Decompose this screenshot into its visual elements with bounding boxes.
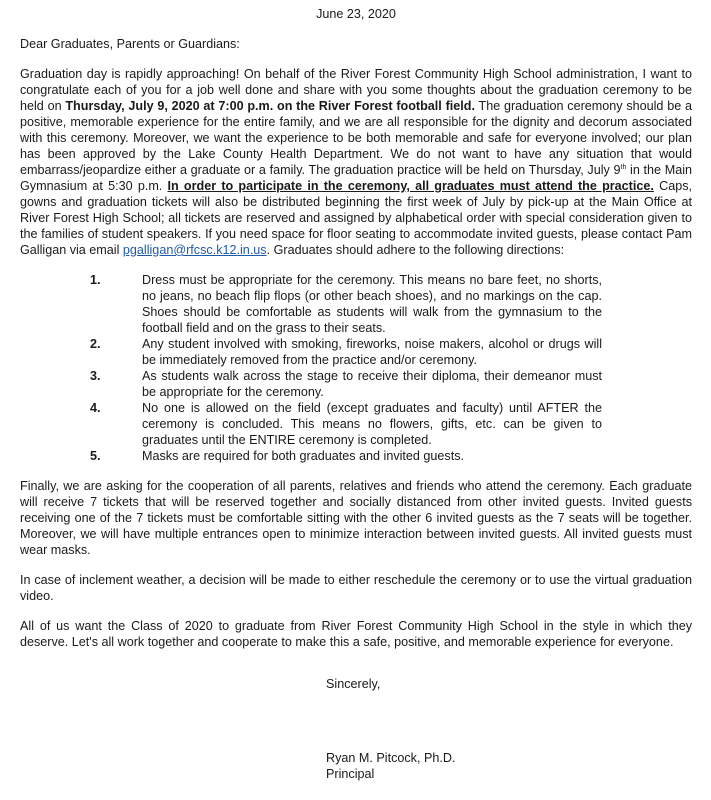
ceremony-date-bold: Thursday, July 9, 2020 at 7:00 p.m. on the River Forest football field.	[65, 99, 475, 113]
ordinal-superscript: th	[620, 163, 627, 171]
intro-paragraph	[20, 66, 692, 258]
direction-number: 2.	[90, 337, 101, 351]
direction-text: No one is allowed on the field (except graduates and faculty) until AFTER the ceremony is concluded. This means no flowers, gifts, etc. can be given to graduates until the ENTIRE ceremony is completed.	[142, 401, 602, 447]
direction-item	[20, 272, 692, 336]
signer-title: Principal	[326, 767, 375, 781]
direction-text: Masks are required for both graduates and invited guests.	[142, 449, 465, 463]
salutation: Dear Graduates, Parents or Guardians:	[20, 37, 240, 51]
practice-requirement-underlined: In order to participate in the ceremony, all graduates must attend the practice.	[167, 179, 654, 193]
direction-text: As students walk across the stage to receive their diploma, their demeanor must be appropriate for the ceremony.	[142, 369, 602, 399]
closing-paragraph: All of us want the Class of 2020 to graduate from River Forest Community High School in the style in which they deserve. Let's all work together and cooperate to make this a safe, positive, and memorable experience for everyone.	[20, 619, 692, 649]
intro-text-1: Graduation day is rapidly approaching! On behalf of the River Forest Community High School administration, I want to congratulate each of you for a job well done and share with you some thoughts about the graduation ceremony to be held on	[20, 67, 692, 113]
cooperation-paragraph: Finally, we are asking for the cooperation of all parents, relatives and friends who attend the ceremony. Each graduate will receive 7 tickets that will be reserved together and socially distanced from other invited guests. Invited guests receiving one of the 7 tickets must be comfortable sitting with the other 6 invited guests as the 7 seats will be together. Moreover, we will have multiple entrances open to minimize interaction between invited guests. All invited guests must wear masks.	[20, 479, 692, 557]
direction-number: 4.	[90, 401, 101, 415]
direction-item	[20, 448, 692, 464]
weather-paragraph: In case of inclement weather, a decision will be made to either reschedule the ceremony or to use the virtual graduation video.	[20, 573, 692, 603]
intro-text-2: The graduation ceremony should be a positive, memorable experience for the entire family, and we are all responsible for the dignity and decorum associated with this ceremony. Moreover, we want the experience to be both memorable and safe for everyone involved; our plan has been approved by the Lake County Health Department. We do not want to have any situation that would embarrass/jeopardize either a graduate or a family. The graduation practice will be held on Thursday, July 9	[20, 99, 692, 177]
direction-number: 3.	[90, 369, 101, 383]
direction-item	[20, 336, 692, 368]
closing-salutation: Sincerely,	[326, 677, 381, 691]
direction-item	[20, 368, 692, 400]
direction-item	[20, 400, 692, 448]
direction-number: 1.	[90, 273, 101, 287]
directions-list	[20, 272, 692, 464]
email-link[interactable]: pgalligan@rfcsc.k12.in.us	[122, 243, 267, 257]
direction-number: 5.	[90, 449, 101, 463]
direction-text: Dress must be appropriate for the ceremony. This means no bare feet, no shorts, no jeans, no beach flip flops (or other beach shoes), and no markings on the cap. Shoes should be comfortable as students will walk from the gymnasium to the football field and on the grass to their seats.	[142, 273, 602, 335]
direction-text: Any student involved with smoking, fireworks, noise makers, alcohol or drugs will be immediately removed from the practice and/or ceremony.	[142, 337, 602, 367]
intro-text-3: in the Main Gymnasium at 5:30 p.m.	[20, 163, 693, 193]
letter-date: June 23, 2020	[316, 7, 396, 21]
intro-text-5: . Graduates should adhere to the following directions:	[266, 243, 565, 257]
signer-name: Ryan M. Pitcock, Ph.D.	[326, 751, 456, 765]
intro-text-4: Caps, gowns and graduation tickets will also be distributed beginning the first week of July by pick-up at the Main Office at River Forest High School; all tickets are reserved and assigned by alphabetical order with special consideration given to the families of student speakers. If you need space for floor seating to accommodate invited guests, please contact Pam Galligan via email	[20, 179, 692, 257]
signature-block	[20, 750, 692, 782]
